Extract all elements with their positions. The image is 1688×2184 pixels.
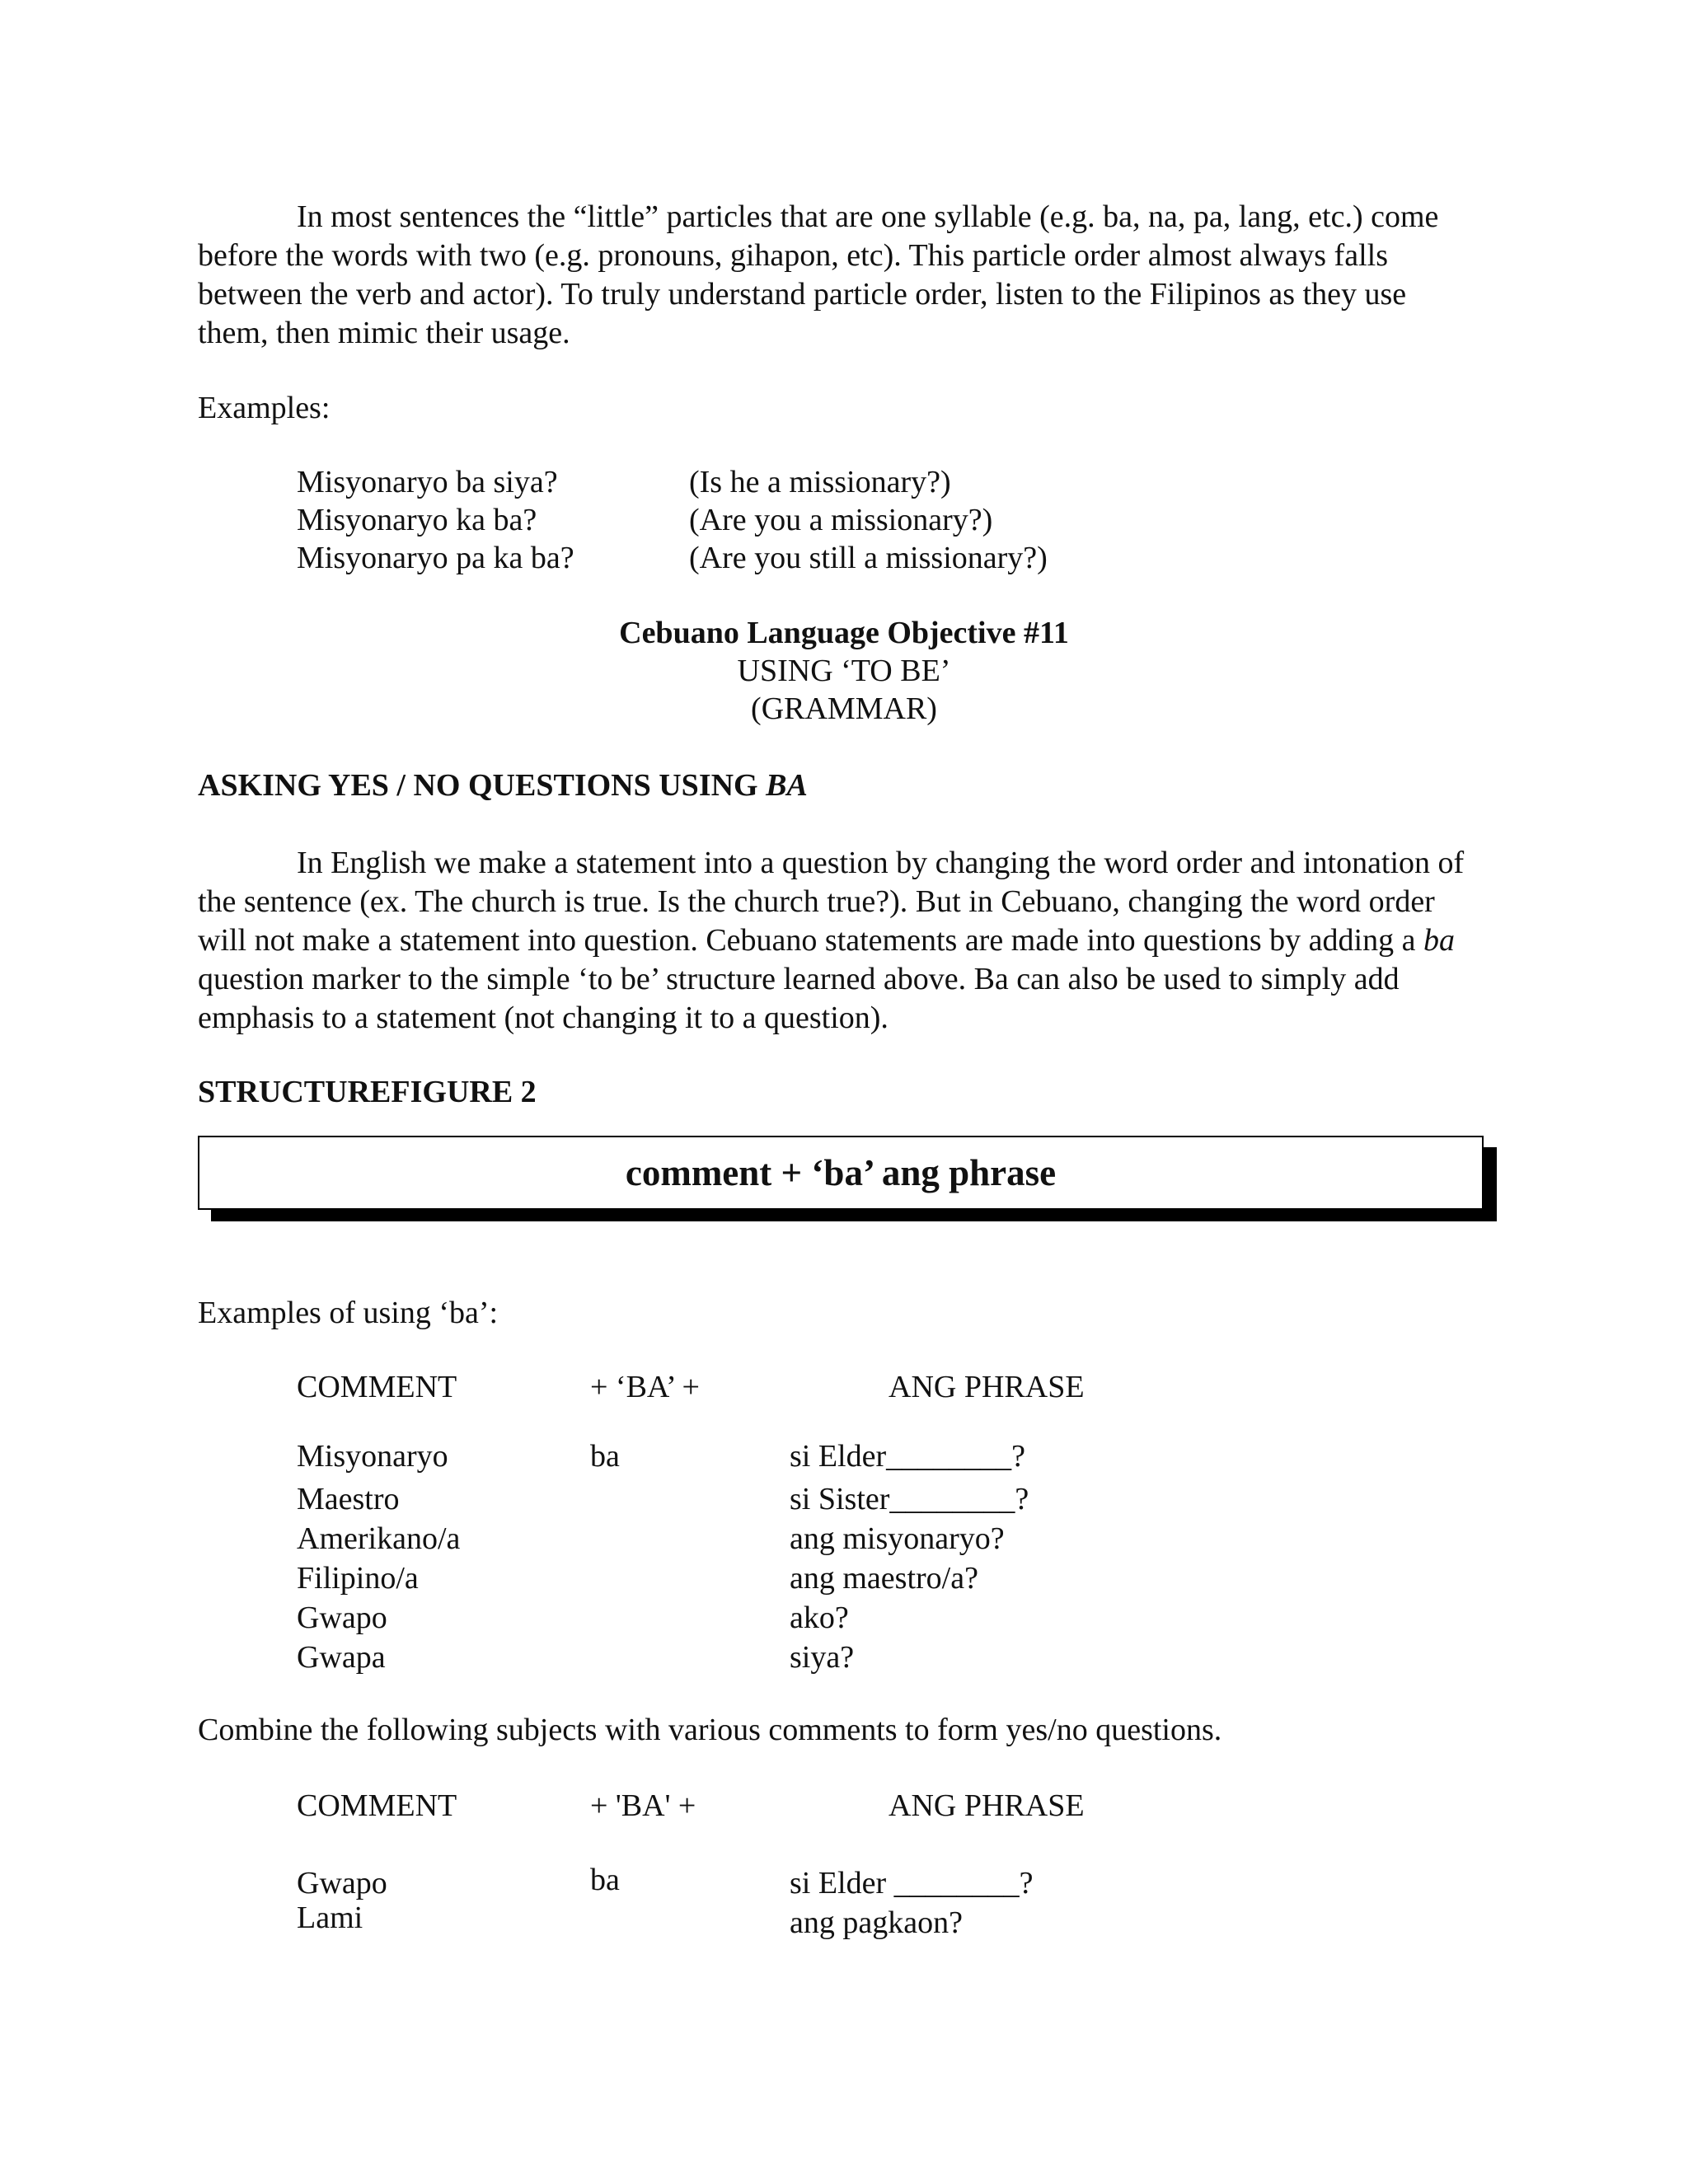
example-cebuano: Misyonaryo ba siya? [297, 465, 558, 499]
structure-label: STRUCTUREFIGURE 2 [198, 1075, 537, 1109]
section-heading: ASKING YES / NO QUESTIONS USING BA [198, 768, 808, 803]
ba-examples-label: Examples of using ‘ba’: [198, 1296, 499, 1330]
example-english: (Is he a missionary?) [689, 465, 951, 499]
section-heading-emphasis: BA [766, 768, 808, 803]
exercise-phrase-item: ang pagkaon? [790, 1905, 963, 1940]
header-ba: + ‘BA’ + [590, 1370, 700, 1404]
phrase-item: siya? [790, 1640, 855, 1675]
objective-title: Cebuano Language Objective #11 [619, 616, 1069, 650]
examples-label: Examples: [198, 391, 331, 425]
comment-item: Gwapa [297, 1640, 386, 1675]
example-english: (Are you a missionary?) [689, 503, 993, 537]
comment-item: Misyonaryo [297, 1439, 448, 1474]
exercise-phrase-item: si Elder ________? [790, 1866, 1034, 1900]
ba-italic: ba [1423, 923, 1455, 958]
example-cebuano: Misyonaryo ka ba? [297, 503, 537, 537]
exercise-comment-item: Gwapo [297, 1866, 387, 1900]
objective-subtitle: USING ‘TO BE’ [737, 654, 951, 688]
objective-category: (GRAMMAR) [751, 691, 937, 726]
phrase-item: si Elder________? [790, 1439, 1026, 1474]
exercise-comment-item: Lami [297, 1900, 363, 1935]
example-cebuano: Misyonaryo pa ka ba? [297, 541, 574, 575]
phrase-item: si Sister________? [790, 1482, 1029, 1516]
intro-paragraph: In most sentences the “little” particles that are one syllable (e.g. ba, na, pa, lang, etc.) come before the words with two (e.g. pronouns, gihapon, etc). This particle order almost always falls between the verb and actor). To truly understand particle order, listen to the Filipinos as they use them, then mimic their usage. [198, 199, 1439, 350]
exercise-header-ba: + 'BA' + [590, 1788, 696, 1823]
comment-item: Gwapo [297, 1601, 387, 1635]
formula-box [198, 1136, 1484, 1210]
exercise-instruction: Combine the following subjects with various comments to form yes/no questions. [198, 1713, 1222, 1747]
header-comment: COMMENT [297, 1370, 457, 1404]
exercise-header-comment: COMMENT [297, 1788, 457, 1823]
comment-item: Maestro [297, 1482, 400, 1516]
section-paragraph: In English we make a statement into a question by changing the word order and intonation of the sentence (ex. The church is true. Is the church true?). But in Cebuano, changing the word order will not make a statement into question. Cebuano statements are made into questions by adding a ba question marker to the simple ‘to be’ structure learned above. Ba can also be used to simply add emphasis to a statement (not changing it to a question). [198, 846, 1465, 1035]
header-ang-phrase: ANG PHRASE [889, 1370, 1085, 1404]
formula-text: comment + ‘ba’ ang phrase [625, 1152, 1057, 1193]
phrase-item: ang misyonaryo? [790, 1521, 1005, 1556]
phrase-item: ang maestro/a? [790, 1561, 978, 1596]
example-english: (Are you still a missionary?) [689, 541, 1048, 575]
exercise-ba-word: ba [590, 1863, 620, 1897]
ba-word: ba [590, 1439, 620, 1474]
exercise-header-ang-phrase: ANG PHRASE [889, 1788, 1085, 1823]
phrase-item: ako? [790, 1601, 849, 1635]
comment-item: Amerikano/a [297, 1521, 461, 1556]
comment-item: Filipino/a [297, 1561, 419, 1596]
